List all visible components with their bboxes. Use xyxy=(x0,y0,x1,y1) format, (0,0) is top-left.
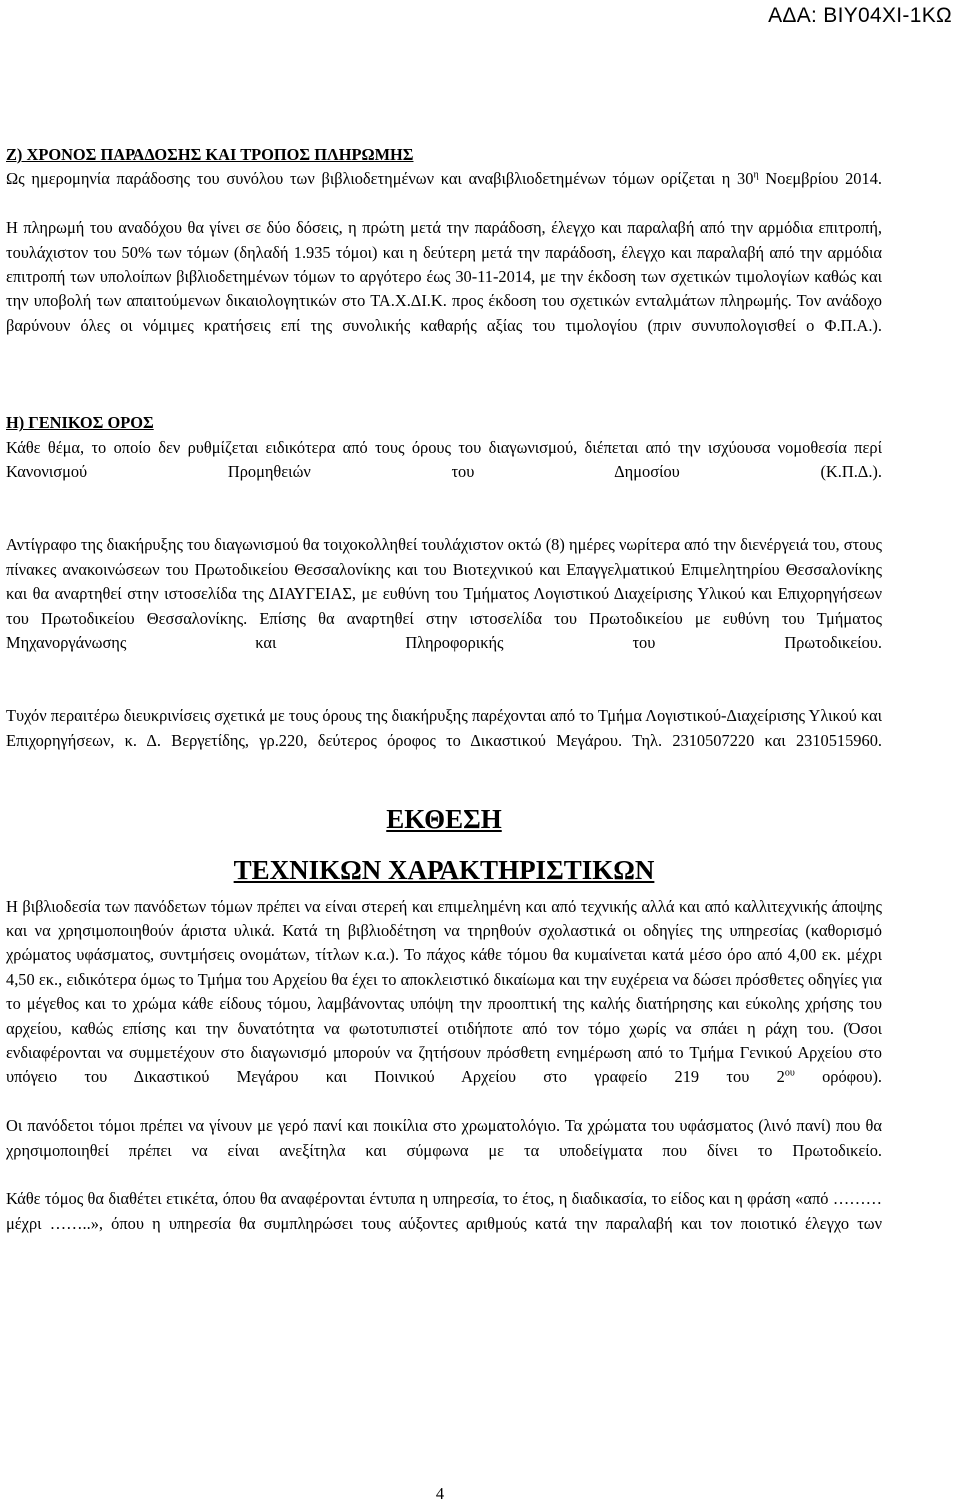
delivery-date-paragraph: Ως ημερομηνία παράδοσης του συνόλου των βιβλιοδετημένων και αναβιβλιοδετημένων τόμων ορίζεται η $30^\eta$ Νοεμβρίου 2014. xyxy=(6,169,882,189)
document-body xyxy=(6,143,882,1261)
report-title: ΕΚΘΕΣΗ xyxy=(386,803,502,834)
posting-paragraph: Αντίγραφο της διακήρυξης του διαγωνισμού θα τοιχοκολληθεί τουλάχιστον οκτώ (8) ημέρες νωρίτερα από την διενέργειά του, στους πίνακες ανακοινώσεων του Πρωτοδικείου Θεσσαλονίκης και του Βιοτεχνικού και Επαγγελματικού Επιμελητηρίου Θεσσαλονίκης και θα αναρτηθεί στην ιστοσελίδα της ΔΙΑΥΓΕΙΑΣ, με ευθύνη του Τμήματος Λογιστικού Διαχείρισης Υλικού και Επιχορηγήσεων του Πρωτοδικείου Θεσσαλονίκης. Επίσης θα αναρτηθεί στην ιστοσελίδα του Πρωτοδικείου με ευθύνη του Τμήματος Μηχανοργάνωσης και Πληροφορικής του Πρωτοδικείου. xyxy=(6,535,882,653)
label-paragraph: Κάθε τόμος θα διαθέτει ετικέτα, όπου θα αναφέρονται έντυπα η υπηρεσία, το έτος, η διαδικασία, το είδος και η φράση «από ……… μέχρι ……..», όπου η υπηρεσία θα συμπληρώσει τους αύξοντες αριθμούς κατά την παραλαβή και τον ποιοτικό έλεγχο των xyxy=(6,1189,882,1233)
ordinal-superscript: η xyxy=(753,169,759,181)
ada-code: ΑΔΑ: ΒΙΥ04ΧΙ-1ΚΩ xyxy=(768,4,952,27)
general-term-paragraph: Κάθε θέμα, το οποίο δεν ρυθμίζεται ειδικότερα από τους όρους του διαγωνισμού, διέπεται από την ισχύουσα νομοθεσία περί Κανονισμού Προμηθειών του Δημοσίου (Κ.Π.Δ.). xyxy=(6,437,882,482)
report-subtitle: ΤΕΧΝΙΚΩΝ ΧΑΡΑΚΤΗΡΙΣΤΙΚΩΝ xyxy=(233,854,655,885)
section-z-heading: Ζ) ΧΡΟΝΟΣ ΠΑΡΑΔΟΣΗΣ ΚΑΙ ΤΡΟΠΟΣ ΠΛΗΡΩΜΗΣ xyxy=(6,145,414,164)
payment-paragraph: Η πληρωμή του αναδόχου θα γίνει σε δύο δόσεις, η πρώτη μετά την παράδοση, έλεγχο και παραλαβή από την αρμόδια επιτροπή, τουλάχιστον του 50% των τόμων (δηλαδή 1.935 τόμοι) και η δεύτερη μετά την παράδοση, έλεγχο και παραλαβή από την αρμόδια επιτροπή των υπολοίπων βιβλιοδετημένων τόμων το αργότερο έως 30-11-2014, με την έκδοση των σχετικών τιμολογίων καθώς και την υποβολή των απαιτούμενων δικαιολογητικών στο ΤΑ.Χ.ΔΙ.Κ. προς έκδοση του σχετικών ενταλμάτων πληρωμής. Τον ανάδοχο βαρύνουν όλες οι νόμιμες κρατήσεις επί της συνολικής καθαρής αξίας του τιμολογίου (πριν συνυπολογισθεί ο Φ.Π.Α.). xyxy=(6,218,882,335)
binding-requirements-paragraph: Η βιβλιοδεσία των πανόδετων τόμων πρέπει να είναι στερεή και επιμελημένη και από τεχνικής αλλά και από καλλιτεχνικής άποψης και να χρησιμοποιηθούν άριστα υλικά. Κατά τη βιβλιοδέτηση να τηρηθούν σχολαστικά οι οδηγίες της υπηρεσίας (καθορισμό χρώματος υφάσματος, συντμήσεις ονομάτων, τίτλων κ.α.). Το πάχος κάθε τόμου θα κυμαίνεται κατά μέσο όρο από 4,00 εκ. μέχρι 4,50 εκ., ειδικότερα όμως το Τμήμα του Αρχείου θα έχει το αποκλειστικό δικαίωμα και την ευχέρεια να δώσει πρόσθετες οδηγίες για το μέγεθος και το χρώμα κάθε είδους τόμου, λαμβάνοντας υπόψη την προοπτική της καλής διατήρησης και εύκολης χρήσης του αρχείου, καθώς επίσης και την δυνατότητα να φωτοτυπιστεί οτιδήποτε από τον τόμο χωρίς να σπάει η ράχη του. (Όσοι ενδιαφέρονται να συμμετέχουν στο διαγωνισμό μπορούν να ζητήσουν πρόσθετη ενημέρωση από το Τμήμα Γενικού Αρχείου στο υπόγειο του Δικαστικού Μεγάρου και Ποινικού Αρχείου στο γραφείο 219 του $2^{o\upsilon}$ ορόφου). xyxy=(6,896,882,1087)
ordinal-superscript: ου xyxy=(784,1067,795,1079)
fabric-paragraph: Οι πανόδετοι τόμοι πρέπει να γίνουν με γερό πανί και ποικίλια στο χρωματολόγιο. Τα χρώματα του υφάσματος (λινό πανί) που θα χρησιμοποιηθεί πρέπει να είναι ανεξίτηλα και σύμφωνα με τα υποδείγματα που δίνει το Πρωτοδικείο. xyxy=(6,1116,882,1160)
contact-paragraph: Τυχόν περαιτέρω διευκρινίσεις σχετικά με τους όρους της διακήρυξης παρέχονται από το Τμήμα Λογιστικού-Διαχείρισης Υλικού και Επιχορηγήσεων, κ. Δ. Βεργετίδης, γρ.220, δεύτερος όροφος το Δικαστικού Μεγάρου. Τηλ. 2310507220 και 2310515960. xyxy=(6,706,882,750)
page-number: 4 xyxy=(435,1484,445,1503)
section-h-heading: Η) ΓΕΝΙΚΟΣ ΟΡΟΣ xyxy=(6,413,154,433)
